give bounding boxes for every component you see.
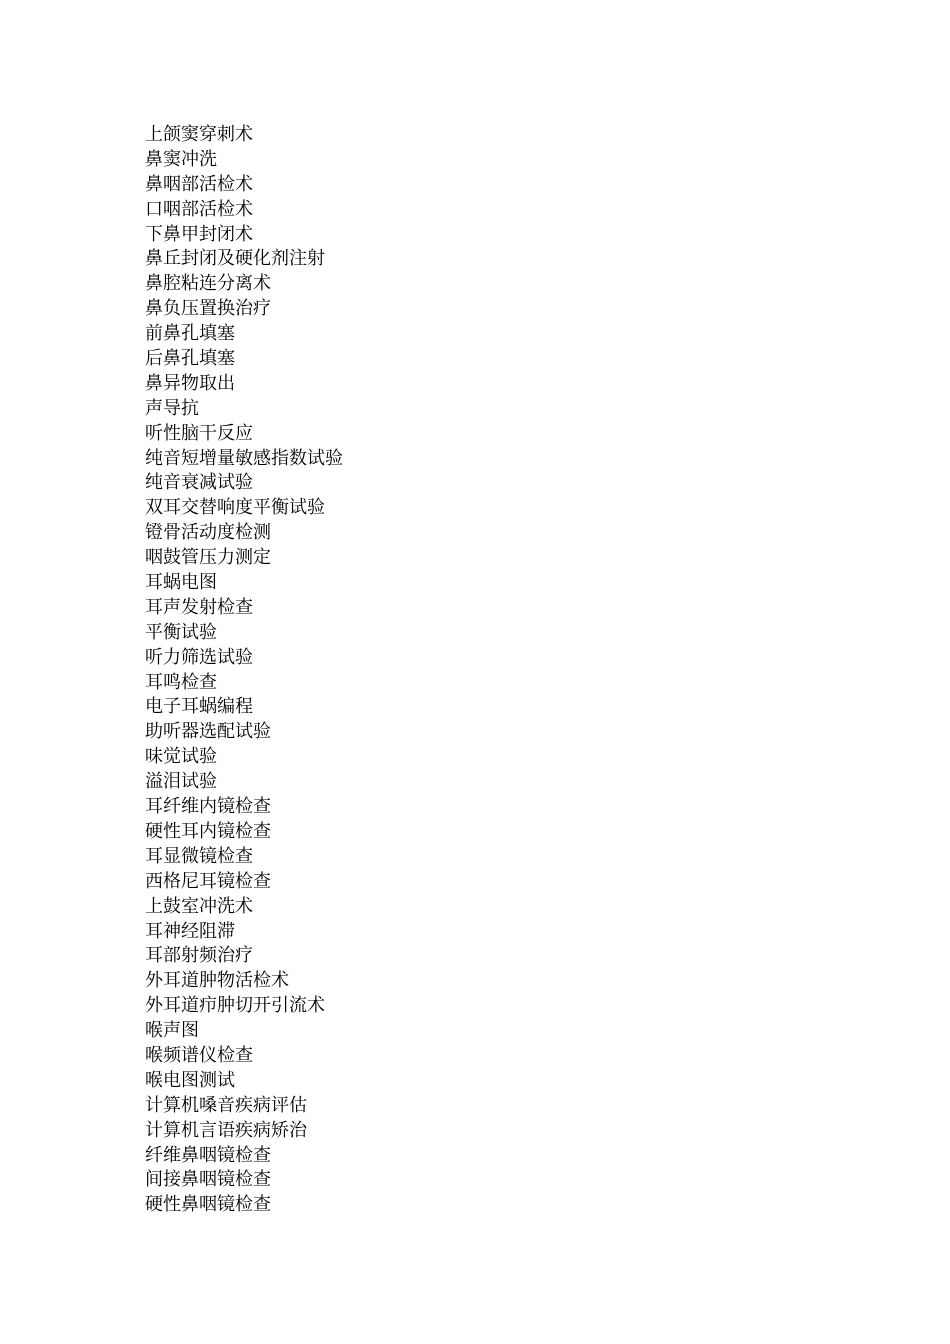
list-item: 纯音衰减试验 <box>145 472 253 494</box>
list-item: 硬性耳内镜检查 <box>145 820 271 842</box>
list-item: 耳部射频治疗 <box>145 945 253 967</box>
list-item: 鼻丘封闭及硬化剂注射 <box>145 248 325 270</box>
list-item: 下鼻甲封闭术 <box>145 223 253 245</box>
list-item: 计算机嗓音疾病评估 <box>145 1094 307 1116</box>
list-item: 后鼻孔填塞 <box>145 348 235 370</box>
list-item: 喉频谱仪检查 <box>145 1044 253 1066</box>
list-item: 平衡试验 <box>145 621 217 643</box>
list-item: 听性脑干反应 <box>145 422 253 444</box>
list-item: 喉声图 <box>145 1020 199 1042</box>
list-item: 味觉试验 <box>145 746 217 768</box>
list-item: 纤维鼻咽镜检查 <box>145 1144 271 1166</box>
list-item: 鼻咽部活检术 <box>145 173 253 195</box>
list-item: 听力筛选试验 <box>145 646 253 668</box>
list-item: 耳神经阻滞 <box>145 920 235 942</box>
list-item: 外耳道肿物活检术 <box>145 970 289 992</box>
list-item: 耳声发射检查 <box>145 596 253 618</box>
list-item: 鼻窦冲洗 <box>145 148 217 170</box>
list-item: 咽鼓管压力测定 <box>145 547 271 569</box>
list-item: 间接鼻咽镜检查 <box>145 1169 271 1191</box>
list-item: 耳纤维内镜检查 <box>145 796 271 818</box>
list-item: 鼻腔粘连分离术 <box>145 273 271 295</box>
list-item: 耳蜗电图 <box>145 572 217 594</box>
list-item: 电子耳蜗编程 <box>145 696 253 718</box>
list-item: 溢泪试验 <box>145 771 217 793</box>
list-item: 镫骨活动度检测 <box>145 522 271 544</box>
list-item: 双耳交替响度平衡试验 <box>145 497 325 519</box>
list-item: 纯音短增量敏感指数试验 <box>145 447 343 469</box>
list-item: 声导抗 <box>145 397 199 419</box>
list-item: 耳鸣检查 <box>145 671 217 693</box>
list-item: 上颌窦穿刺术 <box>145 124 253 145</box>
list-item: 西格尼耳镜检查 <box>145 870 271 892</box>
list-item: 计算机言语疾病矫治 <box>145 1119 307 1141</box>
list-item: 鼻异物取出 <box>145 372 235 394</box>
list-item: 耳显微镜检查 <box>145 845 253 867</box>
list-item: 鼻负压置换治疗 <box>145 298 271 320</box>
list-item: 外耳道疖肿切开引流术 <box>145 995 325 1017</box>
list-item: 上鼓室冲洗术 <box>145 895 253 917</box>
list-item: 前鼻孔填塞 <box>145 323 235 345</box>
list-item: 助听器选配试验 <box>145 721 271 743</box>
procedure-list <box>145 123 343 1218</box>
list-item: 口咽部活检术 <box>145 198 253 220</box>
list-item: 喉电图测试 <box>145 1069 235 1091</box>
list-item: 硬性鼻咽镜检查 <box>145 1194 271 1216</box>
